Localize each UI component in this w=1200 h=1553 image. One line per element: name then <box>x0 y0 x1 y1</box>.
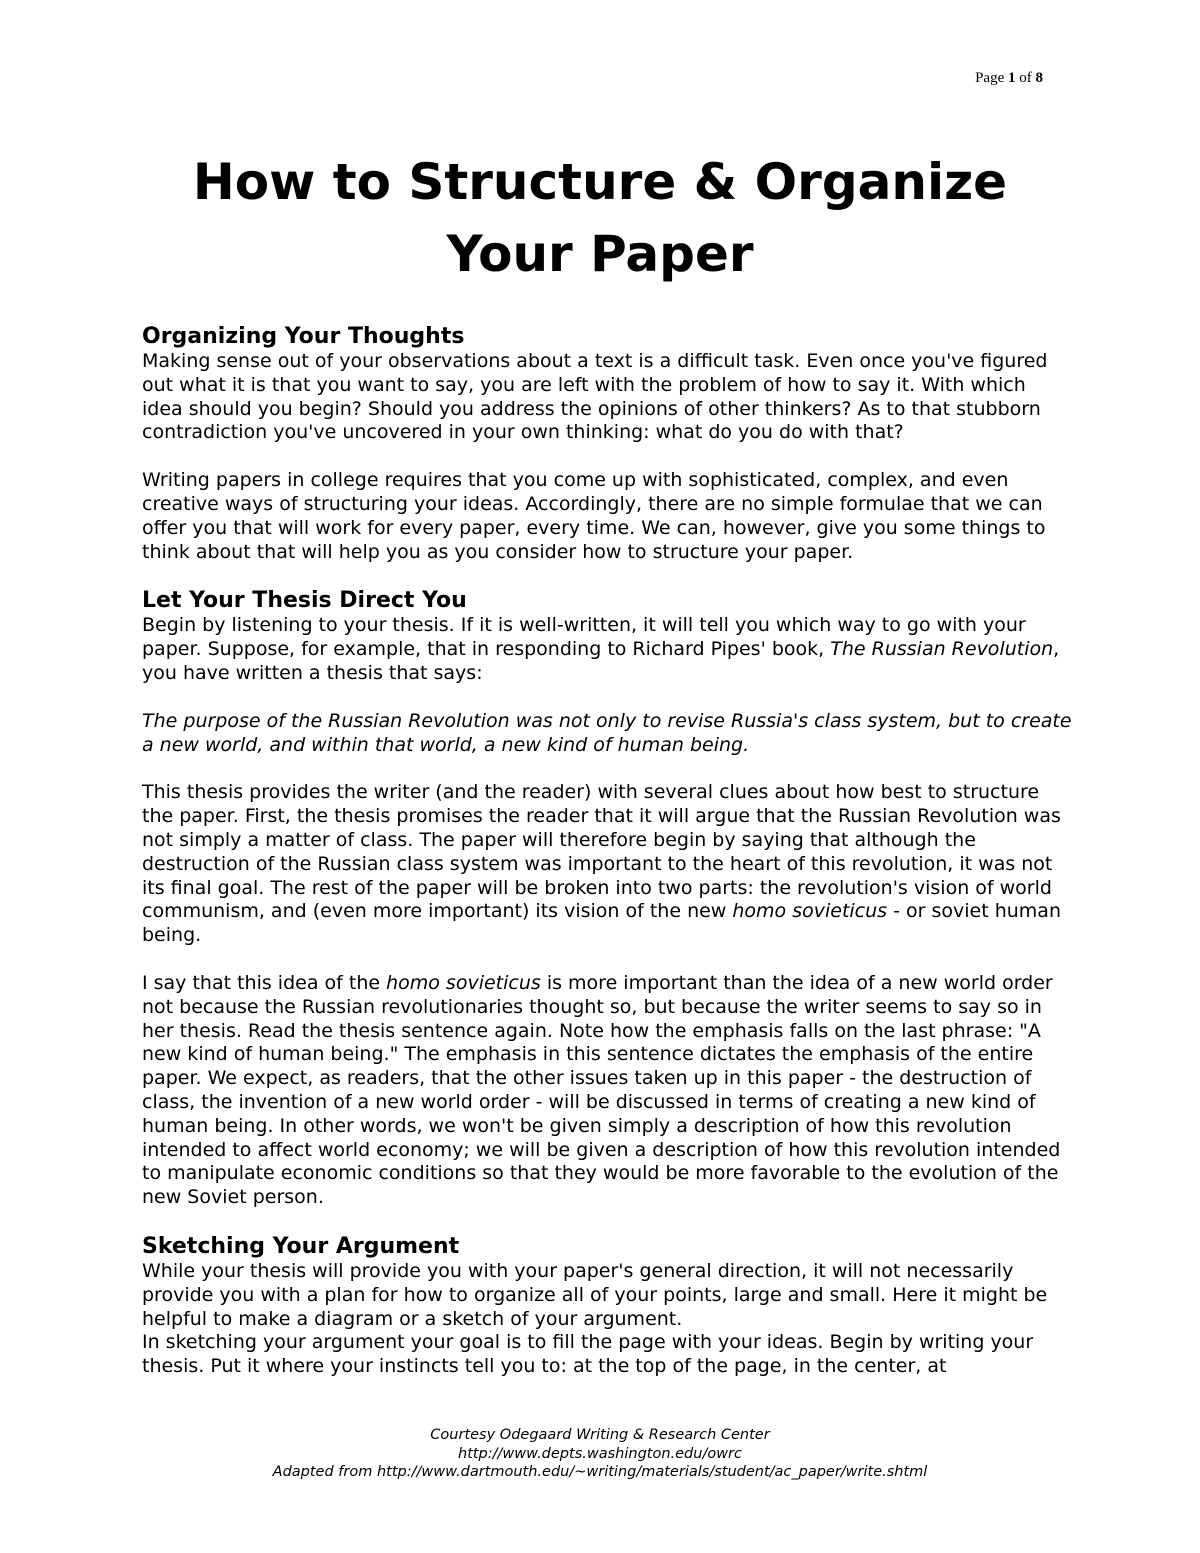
thesis-2-text-a: This thesis provides the writer (and the reader) with several clues about how best to structure the paper. First, the thesis promises the reader that it will argue that the Russian Revolution was not simply a matter of class. The paper will therefore begin by saying that although the destruction of the Russian class system was important to the heart of this revolution, it was not its final goal. The rest of the paper will be broken into two parts: the revolution's vision of world communism, and (even more important) its vision of the new <box>142 781 1061 923</box>
document-body <box>142 324 1072 1379</box>
page-total: 8 <box>1035 70 1043 86</box>
paragraph-sketching-2: In sketching your argument your goal is to fill the page with your ideas. Begin by writing your thesis. Put it where your instincts tell you to: at the top of the page, in the center, at <box>142 1331 1034 1378</box>
page-current: 1 <box>1008 70 1016 86</box>
footer-url: http://www.depts.washington.edu/owrc <box>458 1445 742 1462</box>
paragraph-organizing-2: Writing papers in college requires that you come up with sophisticated, complex, and even creative ways of structuring your ideas. Accordingly, there are no simple formulae that we can offer you that will work for every paper, every time. We can, however, give you some things to think about that will help you as you consider how to structure your paper. <box>142 469 1046 563</box>
footer-adapted: Adapted from http://www.dartmouth.edu/~writing/materials/student/ac_paper/write.shtml <box>272 1464 928 1480</box>
document-title <box>0 146 1200 290</box>
page-footer <box>0 1426 1200 1482</box>
title-line-1: How to Structure & Organize <box>192 153 1008 211</box>
heading-thesis: Let Your Thesis Direct You <box>142 588 467 614</box>
page-of: of <box>1019 70 1032 86</box>
thesis-quote <box>142 710 1072 758</box>
paragraph-thesis-1 <box>142 614 1072 685</box>
thesis-quote-text: The purpose of the Russian Revolution was not only to revise Russia's class system, but to create a new world, and within that world, a new kind of human being. <box>142 709 1072 756</box>
paragraph-thesis-3 <box>142 972 1072 1210</box>
thesis-1-text-a: Begin by listening to your thesis. If it is well-written, it will tell you which way to go with your paper. Suppose, for example, that in responding to Richard Pipes' book, <box>142 614 1026 661</box>
thesis-2-text-b: - or soviet human being. <box>142 900 1061 947</box>
paragraph-thesis-2 <box>142 781 1072 948</box>
page-label: Page <box>975 70 1005 86</box>
book-title: The Russian Revolution <box>830 638 1054 661</box>
title-line-2: Your Paper <box>446 225 754 283</box>
thesis-2-emphasis: homo sovieticus <box>732 900 888 923</box>
heading-organizing: Organizing Your Thoughts <box>142 324 465 349</box>
heading-sketching: Sketching Your Argument <box>142 1233 460 1259</box>
paragraph-organizing-1: Making sense out of your observations about a text is a difficult task. Even once you've figured out what it is that you want to say, you are left with the problem of how to say it. With which idea should you begin? Should you address the opinions of other thinkers? As to that stubborn contradiction you've uncovered in your own thinking: what do you do with that? <box>142 350 1048 444</box>
thesis-3-emphasis: homo sovieticus <box>386 971 541 994</box>
footer-courtesy: Courtesy Odegaard Writing & Research Center <box>430 1427 770 1443</box>
thesis-1-text-b: , you have written a thesis that says: <box>142 638 1060 684</box>
page-number <box>975 70 1043 87</box>
thesis-3-text-a: I say that this idea of the <box>142 971 387 994</box>
thesis-3-text-b: is more important than the idea of a new world order not because the Russian revolutionaries thought so, but because the writer seems to say so in her thesis. Read the thesis sentence again. Note how the emphasis falls on the last phrase: "A new kind of human being." The emphasis in this sentence dictates the emphasis of the entire paper. We expect, as readers, that the other issues taken up in this paper - the destruction of class, the invention of a new world order - will be discussed in terms of creating a new kind of human being. In other words, we won't be given simply a description of how this revolution intended to affect world economy; we will be given a description of how this revolution intended to manipulate economic conditions so that they would be more favorable to the evolution of the new Soviet person. <box>142 971 1061 1209</box>
paragraph-sketching-1: While your thesis will provide you with your paper's general direction, it will not necessarily provide you with a plan for how to organize all of your points, large and small. Here it might be helpful to make a diagram or a sketch of your argument. <box>142 1259 1048 1330</box>
